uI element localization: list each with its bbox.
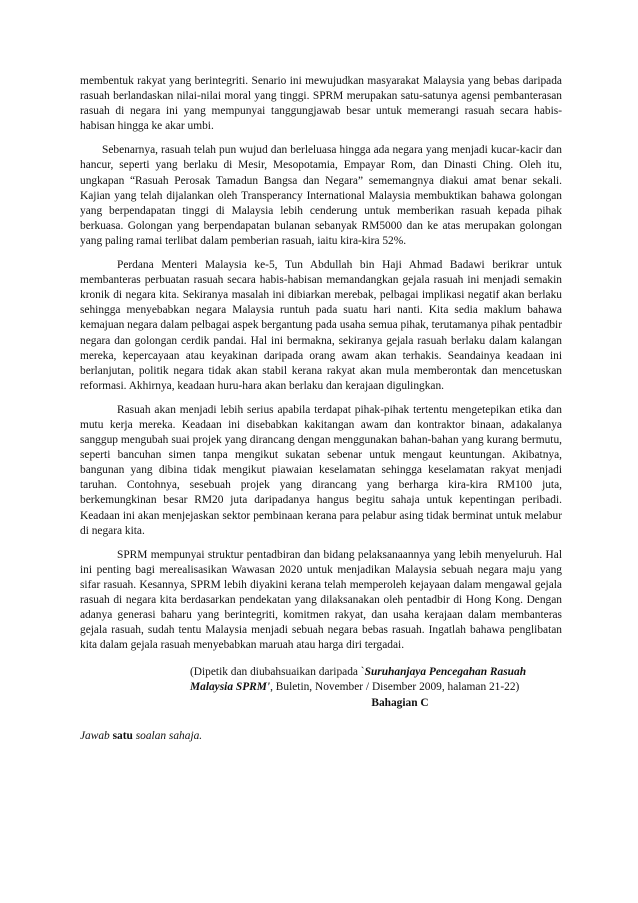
instruction-part2: satu bbox=[112, 729, 133, 742]
instruction-part3: soalan sahaja. bbox=[132, 729, 203, 742]
paragraph-4: Rasuah akan menjadi lebih serius apabila terdapat pihak-pihak tertentu mengetepikan etika dan mutu kerja mereka. Keadaan ini disebabkan kakitangan awam dan kontraktor binaan, adakalanya sanggup mengubah suai projek yang dirancang dengan menggunakan bahan-bahan yang kurang bermutu, seperti bancuhan simen tanpa mengikut sukatan sebenar untuk mengaut keuntungan. Akibatnya, bangunan yang dibina tidak mengikut piawaian keselamatan sehingga keselamatan rakyat menjadi taruhan. Contohnya, sesebuah projek yang dirancang yang berharga kira-kira RM100 juta, berkemungkinan besar RM20 juta daripadanya hangus begitu sahaja untuk kepentingan peribadi. Keadaan ini akan menjejaskan sektor pembinaan kerana para pelabur asing tidak berminat untuk melabur di negara kita. bbox=[80, 403, 562, 537]
paragraph-3: Perdana Menteri Malaysia ke-5, Tun Abdullah bin Haji Ahmad Badawi berikrar untuk membanteras perbuatan rasuah secara habis-habisan memandangkan gejala rasuah ini menjadi semakin kronik di negara kita. Sekiranya masalah ini dibiarkan merebak, pelbagai implikasi negatif akan berlaku sehingga menyebabkan negara Malaysia runtuh pada suatu hari nanti. Kita sedia maklum bahawa kemajuan negara dalam pelbagai aspek bergantung pada usaha semua pihak, terutamanya pihak pentadbir negara dan golongan cerdik pandai. Hal ini bermakna, sekiranya gejala rasuah berlaku dalam kalangan mereka, kepercayaan atau keyakinan daripada orang awam akan terhakis. Seandainya keadaan ini berlanjutan, politik negara tidak akan stabil kerana rakyat akan mula memberontak dan mencetuskan reformasi. Akhirnya, keadaan huru-hara akan berlaku dan kerajaan digulingkan. bbox=[80, 259, 562, 392]
paragraph-1: membentuk rakyat yang berintegriti. Senario ini mewujudkan masyarakat Malaysia yang bebas daripada rasuah berlandaskan nilai-nilai moral yang tinggi. SPRM merupakan satu-satunya agensi pembanterasan rasuah di negara ini yang mempunyai tanggungjawab besar untuk memerangi rasuah secara habis-habisan hingga ke akar umbi. bbox=[80, 75, 562, 133]
section-title: Bahagian C bbox=[371, 696, 429, 709]
citation-suffix: , Buletin, November / Disember 2009, halaman 21-22) bbox=[270, 681, 520, 694]
document-page bbox=[80, 74, 562, 744]
citation-prefix: (Dipetik dan diubahsuaikan daripada ` bbox=[190, 666, 365, 679]
source-citation bbox=[190, 665, 562, 695]
instruction-part1: Jawab bbox=[80, 729, 113, 742]
citation-source-title: Suruhanjaya Pencegahan Rasuah Malaysia SPRM' bbox=[190, 666, 527, 694]
instruction bbox=[80, 729, 562, 744]
paragraph-5: SPRM mempunyai struktur pentadbiran dan bidang pelaksanaannya yang lebih menyeluruh. Hal ini penting bagi merealisasikan Wawasan 2020 untuk menjadikan Malaysia sebuah negara maju yang sifar rasuah. Kesannya, SPRM lebih diyakini kerana telah memperoleh kejayaan dalam mengawal gejala rasuah di negara kita berdasarkan pendekatan yang dilaksanakan oleh pentadbir di Hong Kong. Dengan adanya generasi baharu yang berintegriti, komitmen rakyat, dan usaha kerajaan dalam membanteras gejala rasuah, sudah tentu Malaysia menjadi sebuah negara bebas rasuah. Ingatlah bahawa penglibatan kita dalam gejala rasuah menyebabkan maruah atau harga diri tergadai. bbox=[80, 548, 562, 652]
paragraph-2: Sebenarnya, rasuah telah pun wujud dan berleluasa hingga ada negara yang menjadi kucar-kacir dan hancur, seperti yang berlaku di Mesir, Mesopotamia, Empayar Rom, dan Dinasti Ching. Oleh itu, ungkapan “Rasuah Perosak Tamadun Bangsa dan Negara” sememangnya diakui amat benar sekali. Kajian yang telah dijalankan oleh Transperancy International Malaysia membuktikan bahawa golongan yang berpendapatan tinggi di Malaysia lebih cenderung untuk memberikan rasuah kepada pihak berkuasa. Golongan yang berpendapatan bulanan sebanyak RM5000 dan ke atas merupakan golongan yang paling ramai terlibat dalam pemberian rasuah, iaitu kira-kira 52%. bbox=[80, 144, 562, 247]
